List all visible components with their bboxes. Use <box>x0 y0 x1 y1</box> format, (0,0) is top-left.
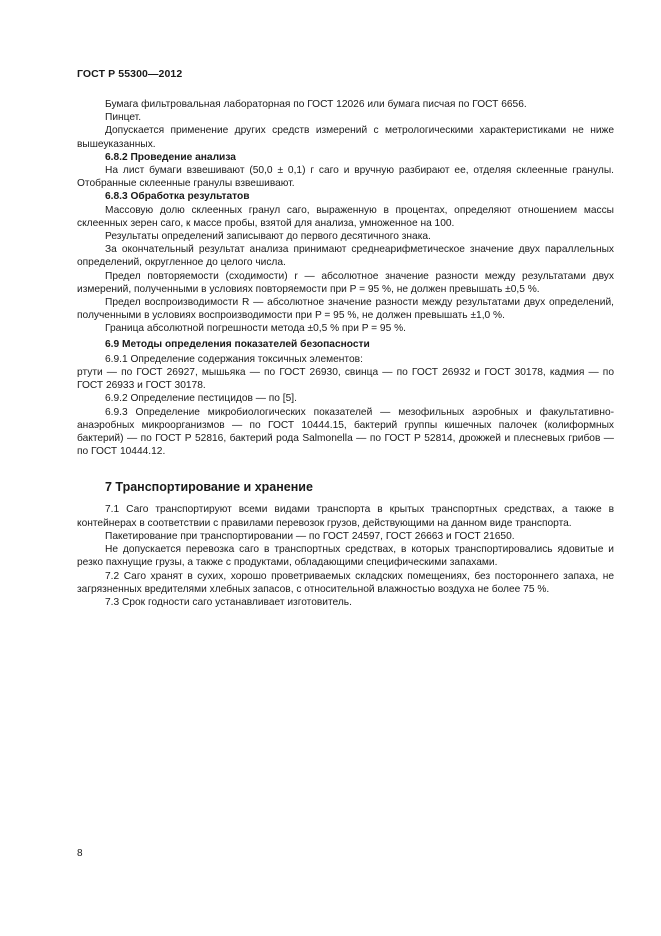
subsection-heading-6-8-3: 6.8.3 Обработка результатов <box>105 191 250 203</box>
paragraph: Пинцет. <box>105 112 142 124</box>
paragraph: Массовую долю склеенных гранул саго, выраженную в процентах, определяют отношением массы склеенных зерен саго, к массе пробы, взятой для анализа, умноженное на 100. <box>77 204 614 229</box>
document-id-header: ГОСТ Р 55300—2012 <box>77 68 183 80</box>
paragraph: Результаты определений записывают до первого десятичного знака. <box>105 231 431 243</box>
paragraph: 6.9.1 Определение содержания токсичных элементов: <box>105 353 363 365</box>
paragraph: За окончательный результат анализа принимают среднеарифметическое значение двух параллельных определений, округленное до целого числа. <box>77 244 614 269</box>
paragraph: Граница абсолютной погрешности метода ±0,5 % при P = 95 %. <box>105 323 406 335</box>
paragraph: Допускается применение других средств измерений с метрологическими характеристиками не ниже вышеуказанных. <box>77 125 614 150</box>
paragraph: 7.2 Саго хранят в сухих, хорошо проветриваемых складских помещениях, без постороннего запаха, не загрязненных вредителями хлебных запасов, с относительной влажностью воздуха не более 75 %. <box>77 570 614 595</box>
paragraph: 6.9.2 Определение пестицидов — по [5]. <box>105 393 297 405</box>
subsection-heading-6-8-2: 6.8.2 Проведение анализа <box>105 151 236 163</box>
paragraph: Предел повторяемости (сходимости) r — абсолютное значение разности между результатами двух измерений, полученными в условиях повторяемости при P = 95 %, не должен превышать ±0,5 %. <box>77 270 614 295</box>
paragraph: 7.3 Срок годности саго устанавливает изготовитель. <box>105 596 352 608</box>
paragraph: ртути — по ГОСТ 26927, мышьяка — по ГОСТ 26930, свинца — по ГОСТ 26932 и ГОСТ 30178, кадмия — по ГОСТ 26933 и ГОСТ 30178. <box>77 367 614 392</box>
document-body <box>77 98 614 609</box>
paragraph: Пакетирование при транспортировании — по ГОСТ 24597, ГОСТ 26663 и ГОСТ 21650. <box>105 530 515 542</box>
paragraph: На лист бумаги взвешивают (50,0 ± 0,1) г саго и вручную разбирают ее, отделяя склеенные гранулы. Отобранные склеенные гранулы взвешивают. <box>77 165 614 190</box>
paragraph: 7.1 Саго транспортируют всеми видами транспорта в крытых транспортных средствах, а также в контейнерах в соответствии с правилами перевозок грузов, действующими на данном виде транспорта. <box>77 504 614 529</box>
paragraph: 6.9.3 Определение микробиологических показателей — мезофильных аэробных и факультативно-анаэробных микроорганизмов — по ГОСТ 10444.15, бактерий группы кишечных палочек (колиформных бактерий) — по ГОСТ Р 52816, бактерий рода Salmonella — по ГОСТ Р 52814, дрожжей и плесневых грибов — по ГОСТ 10444.12. <box>77 406 614 458</box>
paragraph: Бумага фильтровальная лабораторная по ГОСТ 12026 или бумага писчая по ГОСТ 6656. <box>105 99 527 110</box>
section-heading-7: 7 Транспортирование и хранение <box>105 480 313 495</box>
paragraph: Не допускается перевозка саго в транспортных средствах, в которых транспортировались ядовитые и резко пахнущие грузы, а также с продуктами, обладающими специфическими запахами. <box>77 544 614 569</box>
page-number: 8 <box>77 848 83 859</box>
paragraph: Предел воспроизводимости R — абсолютное значение разности между результатами двух определений, полученными в условиях воспроизводимости при P = 95 %, не должен превышать ±1,0 %. <box>77 297 614 322</box>
section-heading-6-9: 6.9 Методы определения показателей безопасности <box>105 338 370 350</box>
